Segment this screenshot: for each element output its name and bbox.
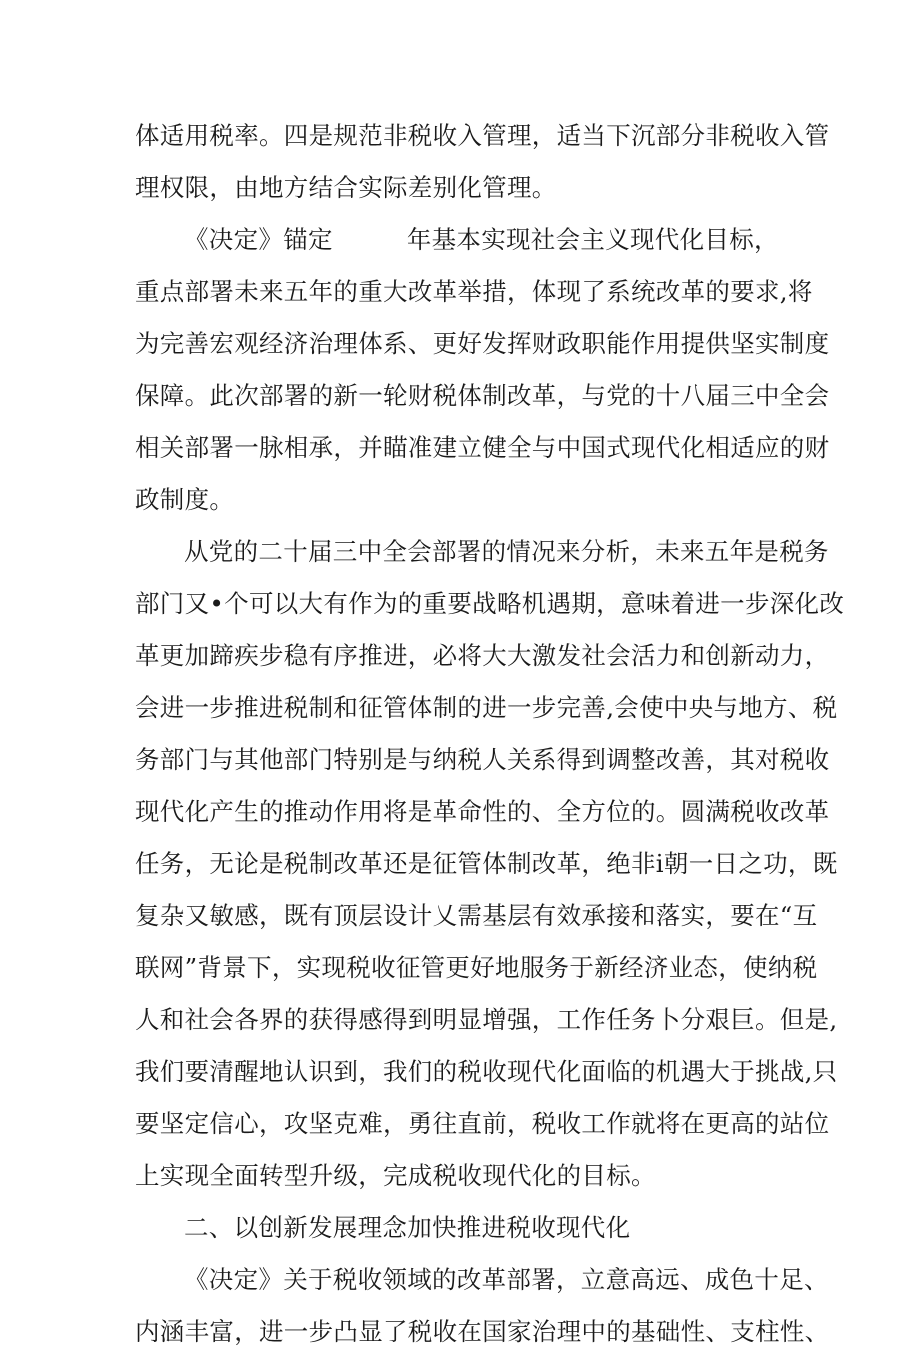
document-body [135,110,845,1358]
text-line: 复杂又敏感，既有顶层设计乂需基层有效承接和落实，要在“互 [135,901,818,930]
text-line: 为完善宏观经济治理体系、更好发挥财政职能作用提供坚实制度 [135,329,830,358]
text-line: 务部门与其他部门特别是与纳税人关系得到调整改善，其对税收 [135,745,830,774]
text-span: 《决定》锚定 [184,225,333,254]
text-line: 要坚定信心，攻坚克难，勇往直前，税收工作就将在更高的站位 [135,1109,830,1138]
text-line: 人和社会各界的获得感得到明显增强，工作任务卜分艰巨。但是, [135,1005,838,1034]
text-line: 重点部署未来五年的重大改革举措，体现了系统改革的要求,将 [135,277,813,306]
section-heading: 二、以创新发展理念加快推进税收现代化 [184,1213,631,1242]
text-line: 从党的二十届三中全会部署的情况来分析，未来五年是税务 [184,537,829,566]
text-line: 相关部署一脉相承，并瞄准建立健全与中国式现代化相适应的财 [135,433,830,462]
text-line: 政制度。 [135,485,235,514]
text-line: 现代化产生的推动作用将是革命性的、全方位的。圆满税收改革 [135,797,830,826]
text-line: 会进一步推进税制和征管体制的进一步完善,会使中央与地方、税 [135,693,838,722]
text-line: 保障。此次部署的新一轮财税体制改革，与党的十八届三中全会 [135,381,830,410]
text-line: 联网”背景下，实现税收征管更好地服务于新经济业态，使纳税 [135,953,818,982]
text-line: 部门又•个可以大有作为的重要战略机遇期，意味着进一步深化改 [135,589,845,618]
text-line: 革更加蹄疾步稳有序推进，必将大大激发社会活力和创新动力， [135,641,830,670]
text-line: 《决定》关于税收领域的改革部署，立意高远、成色十足、 [184,1265,829,1294]
text-line: 内涵丰富，进一步凸显了税收在国家治理中的基础性、支柱性、 [135,1317,830,1346]
text-line: 体适用税率。四是规范非税收入管理，适当下沉部分非税收入管 [135,121,830,150]
text-line: 理权限，由地方结合实际差别化管理。 [135,173,557,202]
text-line: 任务，无论是税制改革还是征管体制改革，绝非i朝一日之功，既 [135,849,838,878]
text-line [135,214,795,266]
text-span: 年基本实现社会主义现代化目标， [406,225,779,254]
text-line: 我们要清醒地认识到，我们的税收现代化面临的机遇大于挑战,只 [135,1057,838,1086]
text-line: 上实现全面转型升级，完成税收现代化的目标。 [135,1161,656,1190]
